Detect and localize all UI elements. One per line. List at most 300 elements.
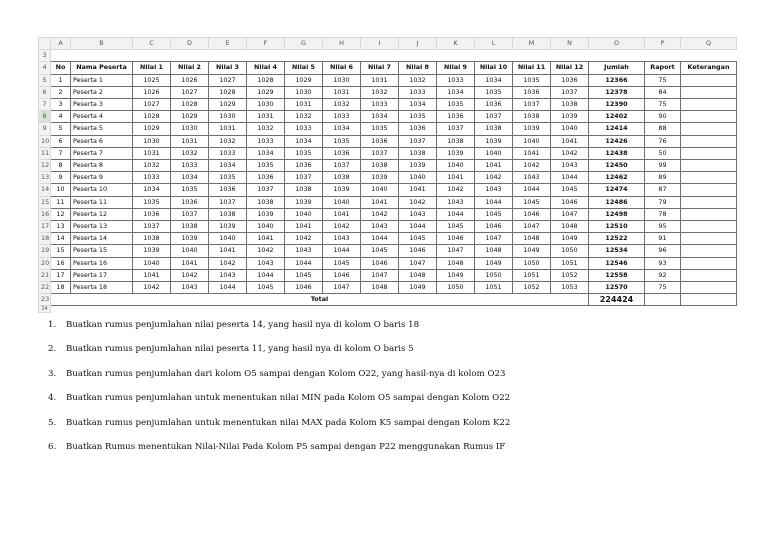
- table-cell[interactable]: 1035: [285, 147, 323, 159]
- table-cell[interactable]: 1031: [209, 123, 247, 135]
- table-cell[interactable]: 79: [645, 196, 681, 208]
- table-cell[interactable]: 1038: [513, 111, 551, 123]
- empty-cell[interactable]: [645, 306, 681, 313]
- table-cell[interactable]: [681, 208, 737, 220]
- row-number[interactable]: 10: [39, 135, 51, 147]
- table-cell[interactable]: 1041: [133, 269, 171, 281]
- name-cell[interactable]: Peserta 6: [71, 135, 133, 147]
- table-cell[interactable]: 1029: [209, 99, 247, 111]
- column-header-m[interactable]: M: [513, 38, 551, 50]
- table-cell[interactable]: 1049: [475, 257, 513, 269]
- table-cell[interactable]: 1033: [285, 123, 323, 135]
- empty-cell[interactable]: [51, 50, 71, 62]
- table-cell[interactable]: 1047: [323, 282, 361, 294]
- table-cell[interactable]: 1037: [475, 111, 513, 123]
- table-cell[interactable]: 1028: [171, 99, 209, 111]
- table-cell[interactable]: 1043: [399, 208, 437, 220]
- empty-cell[interactable]: [171, 50, 209, 62]
- empty-cell[interactable]: [323, 50, 361, 62]
- table-cell[interactable]: 1051: [475, 282, 513, 294]
- table-cell[interactable]: 1042: [551, 147, 589, 159]
- table-cell[interactable]: 1048: [513, 233, 551, 245]
- table-cell[interactable]: 1040: [285, 208, 323, 220]
- table-cell[interactable]: 1037: [171, 208, 209, 220]
- table-cell[interactable]: 1033: [437, 74, 475, 86]
- table-cell[interactable]: 1029: [171, 111, 209, 123]
- table-cell[interactable]: 1032: [171, 147, 209, 159]
- table-cell[interactable]: 1038: [437, 135, 475, 147]
- table-cell[interactable]: 1051: [513, 269, 551, 281]
- table-cell[interactable]: 1048: [399, 269, 437, 281]
- table-cell[interactable]: 1035: [171, 184, 209, 196]
- table-cell[interactable]: 17: [51, 269, 71, 281]
- table-cell[interactable]: 1046: [513, 208, 551, 220]
- header-cell[interactable]: Nilai 11: [513, 62, 551, 74]
- table-cell[interactable]: 1033: [209, 147, 247, 159]
- table-cell[interactable]: 1036: [323, 147, 361, 159]
- table-cell[interactable]: 1037: [361, 147, 399, 159]
- table-cell[interactable]: 1039: [209, 221, 247, 233]
- table-cell[interactable]: 1039: [551, 111, 589, 123]
- column-header-n[interactable]: N: [551, 38, 589, 50]
- name-cell[interactable]: Peserta 12: [71, 208, 133, 220]
- table-cell[interactable]: 1048: [475, 245, 513, 257]
- table-cell[interactable]: 1038: [171, 221, 209, 233]
- table-cell[interactable]: 1044: [361, 233, 399, 245]
- table-cell[interactable]: 1027: [133, 99, 171, 111]
- name-cell[interactable]: Peserta 17: [71, 269, 133, 281]
- empty-cell[interactable]: [323, 306, 361, 313]
- row-number[interactable]: 24: [39, 306, 51, 313]
- table-cell[interactable]: 1046: [399, 245, 437, 257]
- table-cell[interactable]: 1041: [437, 172, 475, 184]
- empty-cell[interactable]: [285, 50, 323, 62]
- table-cell[interactable]: 1045: [247, 282, 285, 294]
- row-number[interactable]: 4: [39, 62, 51, 74]
- table-cell[interactable]: 1035: [209, 172, 247, 184]
- table-cell[interactable]: 1033: [361, 99, 399, 111]
- table-cell[interactable]: 1039: [361, 172, 399, 184]
- table-cell[interactable]: [681, 172, 737, 184]
- table-cell[interactable]: 1035: [247, 160, 285, 172]
- table-cell[interactable]: 87: [645, 184, 681, 196]
- table-cell[interactable]: 1041: [399, 184, 437, 196]
- table-cell[interactable]: 1045: [437, 221, 475, 233]
- table-cell[interactable]: 1033: [171, 160, 209, 172]
- table-cell[interactable]: 1035: [437, 99, 475, 111]
- empty-cell[interactable]: [71, 306, 133, 313]
- column-header-f[interactable]: F: [247, 38, 285, 50]
- name-cell[interactable]: Peserta 10: [71, 184, 133, 196]
- table-cell[interactable]: 1034: [361, 111, 399, 123]
- header-cell[interactable]: Nama Peserta: [71, 62, 133, 74]
- empty-cell[interactable]: [285, 306, 323, 313]
- table-cell[interactable]: 1042: [361, 208, 399, 220]
- header-cell[interactable]: Nilai 2: [171, 62, 209, 74]
- table-cell[interactable]: 1047: [513, 221, 551, 233]
- table-cell[interactable]: 1047: [551, 208, 589, 220]
- column-header-g[interactable]: G: [285, 38, 323, 50]
- table-cell[interactable]: 3: [51, 99, 71, 111]
- table-cell[interactable]: 1041: [513, 147, 551, 159]
- table-cell[interactable]: 1036: [247, 172, 285, 184]
- table-cell[interactable]: 1030: [247, 99, 285, 111]
- row-number[interactable]: 12: [39, 160, 51, 172]
- table-cell[interactable]: 1046: [551, 196, 589, 208]
- table-cell[interactable]: 1035: [399, 111, 437, 123]
- table-cell[interactable]: 1037: [323, 160, 361, 172]
- table-cell[interactable]: [681, 147, 737, 159]
- header-cell[interactable]: Jumlah: [589, 62, 645, 74]
- table-cell[interactable]: [681, 269, 737, 281]
- jumlah-cell[interactable]: 12426: [589, 135, 645, 147]
- empty-cell[interactable]: [645, 50, 681, 62]
- table-cell[interactable]: 1044: [437, 208, 475, 220]
- table-cell[interactable]: 1035: [323, 135, 361, 147]
- row-number[interactable]: 19: [39, 245, 51, 257]
- table-cell[interactable]: [681, 221, 737, 233]
- table-cell[interactable]: 84: [645, 86, 681, 98]
- table-cell[interactable]: 1030: [209, 111, 247, 123]
- empty-cell[interactable]: [71, 50, 133, 62]
- table-cell[interactable]: 1036: [285, 160, 323, 172]
- jumlah-cell[interactable]: 12510: [589, 221, 645, 233]
- table-cell[interactable]: 1037: [285, 172, 323, 184]
- empty-cell[interactable]: [171, 306, 209, 313]
- jumlah-cell[interactable]: 12498: [589, 208, 645, 220]
- row-number[interactable]: 13: [39, 172, 51, 184]
- table-cell[interactable]: 1030: [133, 135, 171, 147]
- table-cell[interactable]: [681, 196, 737, 208]
- jumlah-cell[interactable]: 12366: [589, 74, 645, 86]
- table-cell[interactable]: 1039: [285, 196, 323, 208]
- table-cell[interactable]: 75: [645, 74, 681, 86]
- header-cell[interactable]: Nilai 8: [399, 62, 437, 74]
- row-number[interactable]: 21: [39, 269, 51, 281]
- table-cell[interactable]: 1043: [361, 221, 399, 233]
- table-cell[interactable]: 1033: [399, 86, 437, 98]
- table-cell[interactable]: 99: [645, 160, 681, 172]
- table-cell[interactable]: 1030: [285, 86, 323, 98]
- header-cell[interactable]: Nilai 7: [361, 62, 399, 74]
- table-cell[interactable]: 1046: [361, 257, 399, 269]
- jumlah-cell[interactable]: 12462: [589, 172, 645, 184]
- jumlah-cell[interactable]: 12378: [589, 86, 645, 98]
- table-cell[interactable]: 1032: [361, 86, 399, 98]
- table-cell[interactable]: 1043: [285, 245, 323, 257]
- table-cell[interactable]: 1039: [437, 147, 475, 159]
- table-cell[interactable]: 1038: [323, 172, 361, 184]
- table-cell[interactable]: [681, 245, 737, 257]
- table-cell[interactable]: 1047: [361, 269, 399, 281]
- column-header-e[interactable]: E: [209, 38, 247, 50]
- table-cell[interactable]: 1039: [323, 184, 361, 196]
- name-cell[interactable]: Peserta 18: [71, 282, 133, 294]
- row-number[interactable]: 11: [39, 147, 51, 159]
- table-cell[interactable]: 1049: [513, 245, 551, 257]
- table-cell[interactable]: 1044: [513, 184, 551, 196]
- row-number[interactable]: 5: [39, 74, 51, 86]
- table-cell[interactable]: 1046: [285, 282, 323, 294]
- empty-cell[interactable]: [399, 306, 437, 313]
- table-cell[interactable]: 1032: [285, 111, 323, 123]
- table-cell[interactable]: 1035: [475, 86, 513, 98]
- jumlah-cell[interactable]: 12450: [589, 160, 645, 172]
- table-cell[interactable]: 1034: [133, 184, 171, 196]
- empty-cell[interactable]: [681, 294, 737, 306]
- grand-total-cell[interactable]: 224424: [589, 294, 645, 306]
- table-cell[interactable]: 1041: [475, 160, 513, 172]
- table-cell[interactable]: 1036: [209, 184, 247, 196]
- table-cell[interactable]: 1049: [437, 269, 475, 281]
- table-cell[interactable]: 1026: [133, 86, 171, 98]
- row-number[interactable]: 20: [39, 257, 51, 269]
- table-cell[interactable]: 1029: [133, 123, 171, 135]
- empty-cell[interactable]: [437, 50, 475, 62]
- empty-cell[interactable]: [475, 50, 513, 62]
- table-cell[interactable]: 1044: [551, 172, 589, 184]
- empty-cell[interactable]: [475, 306, 513, 313]
- table-cell[interactable]: 1036: [399, 123, 437, 135]
- table-cell[interactable]: 1052: [551, 269, 589, 281]
- name-cell[interactable]: Peserta 9: [71, 172, 133, 184]
- table-cell[interactable]: 91: [645, 233, 681, 245]
- header-cell[interactable]: Nilai 5: [285, 62, 323, 74]
- row-number[interactable]: 9: [39, 123, 51, 135]
- empty-cell[interactable]: [133, 50, 171, 62]
- table-cell[interactable]: 1042: [323, 221, 361, 233]
- table-cell[interactable]: 13: [51, 221, 71, 233]
- empty-cell[interactable]: [361, 50, 399, 62]
- table-cell[interactable]: 1039: [247, 208, 285, 220]
- table-cell[interactable]: 1050: [551, 245, 589, 257]
- table-cell[interactable]: 1037: [399, 135, 437, 147]
- jumlah-cell[interactable]: 12570: [589, 282, 645, 294]
- table-cell[interactable]: [681, 282, 737, 294]
- table-cell[interactable]: 1035: [133, 196, 171, 208]
- row-number[interactable]: 23: [39, 294, 51, 306]
- header-cell[interactable]: Nilai 3: [209, 62, 247, 74]
- table-cell[interactable]: 1037: [133, 221, 171, 233]
- table-cell[interactable]: 1039: [399, 160, 437, 172]
- row-number[interactable]: 3: [39, 50, 51, 62]
- table-cell[interactable]: 1029: [285, 74, 323, 86]
- column-header-l[interactable]: L: [475, 38, 513, 50]
- table-cell[interactable]: 89: [645, 172, 681, 184]
- table-cell[interactable]: 1039: [171, 233, 209, 245]
- table-cell[interactable]: 1041: [551, 135, 589, 147]
- empty-cell[interactable]: [681, 306, 737, 313]
- table-cell[interactable]: 15: [51, 245, 71, 257]
- table-cell[interactable]: 1043: [171, 282, 209, 294]
- table-cell[interactable]: [681, 74, 737, 86]
- name-cell[interactable]: Peserta 11: [71, 196, 133, 208]
- table-cell[interactable]: 1028: [209, 86, 247, 98]
- row-number[interactable]: 15: [39, 196, 51, 208]
- table-cell[interactable]: 1043: [551, 160, 589, 172]
- table-cell[interactable]: 1043: [437, 196, 475, 208]
- table-cell[interactable]: [681, 257, 737, 269]
- table-cell[interactable]: 1040: [171, 245, 209, 257]
- table-cell[interactable]: 1032: [247, 123, 285, 135]
- table-cell[interactable]: 1038: [475, 123, 513, 135]
- table-cell[interactable]: 1040: [551, 123, 589, 135]
- table-cell[interactable]: 1041: [285, 221, 323, 233]
- name-cell[interactable]: Peserta 13: [71, 221, 133, 233]
- total-label[interactable]: Total: [51, 294, 589, 306]
- table-cell[interactable]: 1052: [513, 282, 551, 294]
- table-cell[interactable]: 2: [51, 86, 71, 98]
- table-cell[interactable]: 1047: [475, 233, 513, 245]
- column-header-d[interactable]: D: [171, 38, 209, 50]
- empty-cell[interactable]: [589, 50, 645, 62]
- empty-cell[interactable]: [589, 306, 645, 313]
- empty-cell[interactable]: [551, 50, 589, 62]
- table-cell[interactable]: [681, 160, 737, 172]
- table-cell[interactable]: 1040: [133, 257, 171, 269]
- table-cell[interactable]: 6: [51, 135, 71, 147]
- table-cell[interactable]: 1053: [551, 282, 589, 294]
- table-cell[interactable]: 1036: [475, 99, 513, 111]
- table-cell[interactable]: 1037: [437, 123, 475, 135]
- table-cell[interactable]: 1041: [209, 245, 247, 257]
- name-cell[interactable]: Peserta 3: [71, 99, 133, 111]
- table-cell[interactable]: 1042: [475, 172, 513, 184]
- table-cell[interactable]: 1044: [475, 196, 513, 208]
- table-cell[interactable]: 93: [645, 257, 681, 269]
- table-cell[interactable]: 1041: [323, 208, 361, 220]
- table-cell[interactable]: 1040: [361, 184, 399, 196]
- jumlah-cell[interactable]: 12522: [589, 233, 645, 245]
- table-cell[interactable]: 1044: [209, 282, 247, 294]
- table-cell[interactable]: 1025: [133, 74, 171, 86]
- table-cell[interactable]: [681, 233, 737, 245]
- name-cell[interactable]: Peserta 15: [71, 245, 133, 257]
- table-cell[interactable]: 96: [645, 245, 681, 257]
- table-cell[interactable]: 16: [51, 257, 71, 269]
- jumlah-cell[interactable]: 12414: [589, 123, 645, 135]
- table-cell[interactable]: 1045: [399, 233, 437, 245]
- table-cell[interactable]: 1045: [361, 245, 399, 257]
- table-cell[interactable]: 1038: [361, 160, 399, 172]
- name-cell[interactable]: Peserta 8: [71, 160, 133, 172]
- empty-cell[interactable]: [551, 306, 589, 313]
- table-cell[interactable]: [681, 184, 737, 196]
- header-cell[interactable]: Nilai 10: [475, 62, 513, 74]
- table-cell[interactable]: 1048: [361, 282, 399, 294]
- table-cell[interactable]: 1042: [513, 160, 551, 172]
- table-cell[interactable]: 7: [51, 147, 71, 159]
- empty-cell[interactable]: [399, 50, 437, 62]
- table-cell[interactable]: 1034: [437, 86, 475, 98]
- table-cell[interactable]: [681, 99, 737, 111]
- table-cell[interactable]: 1044: [399, 221, 437, 233]
- table-cell[interactable]: 1041: [171, 257, 209, 269]
- table-cell[interactable]: 11: [51, 196, 71, 208]
- row-number[interactable]: 16: [39, 208, 51, 220]
- name-cell[interactable]: Peserta 1: [71, 74, 133, 86]
- table-cell[interactable]: 1040: [437, 160, 475, 172]
- table-cell[interactable]: 8: [51, 160, 71, 172]
- table-cell[interactable]: 1037: [551, 86, 589, 98]
- table-cell[interactable]: 1040: [399, 172, 437, 184]
- table-cell[interactable]: 1034: [323, 123, 361, 135]
- column-header-h[interactable]: H: [323, 38, 361, 50]
- name-cell[interactable]: Peserta 7: [71, 147, 133, 159]
- jumlah-cell[interactable]: 12558: [589, 269, 645, 281]
- table-cell[interactable]: 1043: [247, 257, 285, 269]
- header-cell[interactable]: No: [51, 62, 71, 74]
- table-cell[interactable]: 1027: [171, 86, 209, 98]
- empty-cell[interactable]: [361, 306, 399, 313]
- table-cell[interactable]: 1034: [209, 160, 247, 172]
- header-cell[interactable]: Nilai 1: [133, 62, 171, 74]
- table-cell[interactable]: 1032: [399, 74, 437, 86]
- table-cell[interactable]: 1050: [475, 269, 513, 281]
- empty-cell[interactable]: [209, 306, 247, 313]
- table-cell[interactable]: 10: [51, 184, 71, 196]
- table-cell[interactable]: 1042: [285, 233, 323, 245]
- table-cell[interactable]: 1040: [247, 221, 285, 233]
- table-cell[interactable]: 1040: [209, 233, 247, 245]
- name-cell[interactable]: Peserta 14: [71, 233, 133, 245]
- table-cell[interactable]: 1031: [323, 86, 361, 98]
- header-cell[interactable]: Keterangan: [681, 62, 737, 74]
- table-cell[interactable]: 1031: [133, 147, 171, 159]
- table-cell[interactable]: 50: [645, 147, 681, 159]
- table-cell[interactable]: 1: [51, 74, 71, 86]
- table-cell[interactable]: 1038: [399, 147, 437, 159]
- table-cell[interactable]: 1038: [247, 196, 285, 208]
- table-cell[interactable]: 14: [51, 233, 71, 245]
- header-cell[interactable]: Raport: [645, 62, 681, 74]
- table-cell[interactable]: 9: [51, 172, 71, 184]
- header-cell[interactable]: Nilai 6: [323, 62, 361, 74]
- select-all-corner[interactable]: [39, 38, 51, 50]
- empty-cell[interactable]: [513, 306, 551, 313]
- name-cell[interactable]: Peserta 4: [71, 111, 133, 123]
- table-cell[interactable]: 1028: [247, 74, 285, 86]
- table-cell[interactable]: 1027: [209, 74, 247, 86]
- empty-cell[interactable]: [247, 50, 285, 62]
- jumlah-cell[interactable]: 12534: [589, 245, 645, 257]
- header-cell[interactable]: Nilai 4: [247, 62, 285, 74]
- table-cell[interactable]: 1039: [513, 123, 551, 135]
- table-cell[interactable]: 1030: [323, 74, 361, 86]
- name-cell[interactable]: Peserta 2: [71, 86, 133, 98]
- column-header-o[interactable]: O: [589, 38, 645, 50]
- empty-cell[interactable]: [645, 294, 681, 306]
- table-cell[interactable]: 78: [645, 208, 681, 220]
- row-number[interactable]: 14: [39, 184, 51, 196]
- table-cell[interactable]: 1032: [323, 99, 361, 111]
- table-cell[interactable]: 1046: [475, 221, 513, 233]
- table-cell[interactable]: 1034: [171, 172, 209, 184]
- table-cell[interactable]: 1041: [361, 196, 399, 208]
- row-number[interactable]: 22: [39, 282, 51, 294]
- table-cell[interactable]: 1042: [133, 282, 171, 294]
- table-cell[interactable]: 1039: [133, 245, 171, 257]
- empty-cell[interactable]: [133, 306, 171, 313]
- column-header-p[interactable]: P: [645, 38, 681, 50]
- table-cell[interactable]: 1036: [551, 74, 589, 86]
- table-cell[interactable]: 1030: [171, 123, 209, 135]
- table-cell[interactable]: 1042: [171, 269, 209, 281]
- table-cell[interactable]: 1029: [247, 86, 285, 98]
- table-cell[interactable]: 1032: [209, 135, 247, 147]
- jumlah-cell[interactable]: 12402: [589, 111, 645, 123]
- table-cell[interactable]: 1048: [551, 221, 589, 233]
